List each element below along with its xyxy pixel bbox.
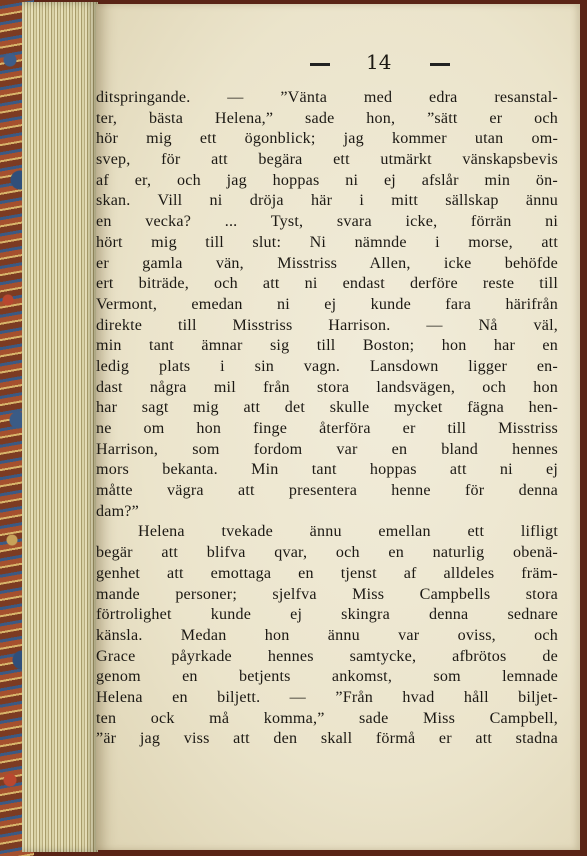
page-body-text [0, 88, 566, 750]
text-line: förtrolighet kunde ej skingra denna sednare [96, 606, 558, 624]
text-line: genhet att emottaga en tjenst af alldeles främ- [96, 564, 558, 582]
text-line: dast några mil från stora landsvägen, och hon [96, 378, 558, 396]
text-line: ter, bästa Helena,” sade hon, ”sätt er och [96, 109, 558, 127]
text-line: ledig plats i sin vagn. Lansdown ligger en- [96, 357, 558, 375]
text-line: Vermont, emedan ni ej kunde fara härifrån [96, 295, 558, 313]
header-dash-left [310, 63, 330, 66]
text-line: ditspringande. — ”Vänta med edra resanstal- [96, 89, 558, 106]
text-line: direkte till Misstriss Harrison. — Nå väl, [96, 316, 558, 334]
text-line: ten ock må komma,” sade Miss Campbell, [96, 709, 558, 727]
text-line: ne om hon finge återföra er till Misstriss [96, 420, 558, 437]
text-line: genom en betjents ankomst, som lemnade [96, 668, 558, 686]
text-line: Grace påyrkade hennes samtycke, afbrötos de [96, 647, 558, 665]
text-line: mande personer; sjelfva Miss Campbells stora [96, 585, 558, 603]
text-line: en vecka? ... Tyst, svara icke, förrän ni [96, 213, 558, 231]
text-line: mors bekanta. Min tant hoppas att ni ej [96, 461, 558, 479]
text-line: Harrison, som fordom var en bland hennes [96, 440, 558, 458]
text-line: svep, för att begära ett utmärkt vänskapsbevis [96, 151, 558, 169]
text-line: min tant ämnar sig till Boston; hon har en [96, 337, 558, 355]
page-header [96, 50, 580, 78]
text-line: Helena en biljett. — ”Från hvad håll biljet- [96, 688, 558, 706]
page-number: 14 [366, 50, 392, 74]
header-dash-right [430, 63, 450, 66]
text-line: Helena tvekade ännu emellan ett lifligt [138, 523, 558, 541]
text-line: skan. Vill ni dröja här i mitt sällskap ännu [96, 192, 558, 210]
text-line: känsla. Medan hon ännu var oviss, och [96, 626, 558, 644]
text-line: ert biträde, och att ni endast derföre reste till [96, 275, 558, 293]
text-line: begär att blifva qvar, och en naturlig obenä- [96, 544, 558, 562]
text-line: ”är jag viss att den skall förmå er att stadna [96, 730, 558, 748]
text-line: hört mig till slut: Ni nämnde i morse, att [96, 233, 558, 251]
text-line: dam?” [96, 502, 139, 520]
text-line: er gamla vän, Misstriss Allen, icke behöfde [96, 254, 558, 272]
text-line: måtte vägra att presentera henne för denna [96, 482, 558, 500]
text-line: hör mig ett ögonblick; jag kommer utan om- [96, 130, 558, 148]
text-line: har sagt mig att det skulle mycket fägna hen- [96, 399, 558, 417]
text-line: af er, och jag hoppas ni ej afslår min ön- [96, 171, 558, 189]
